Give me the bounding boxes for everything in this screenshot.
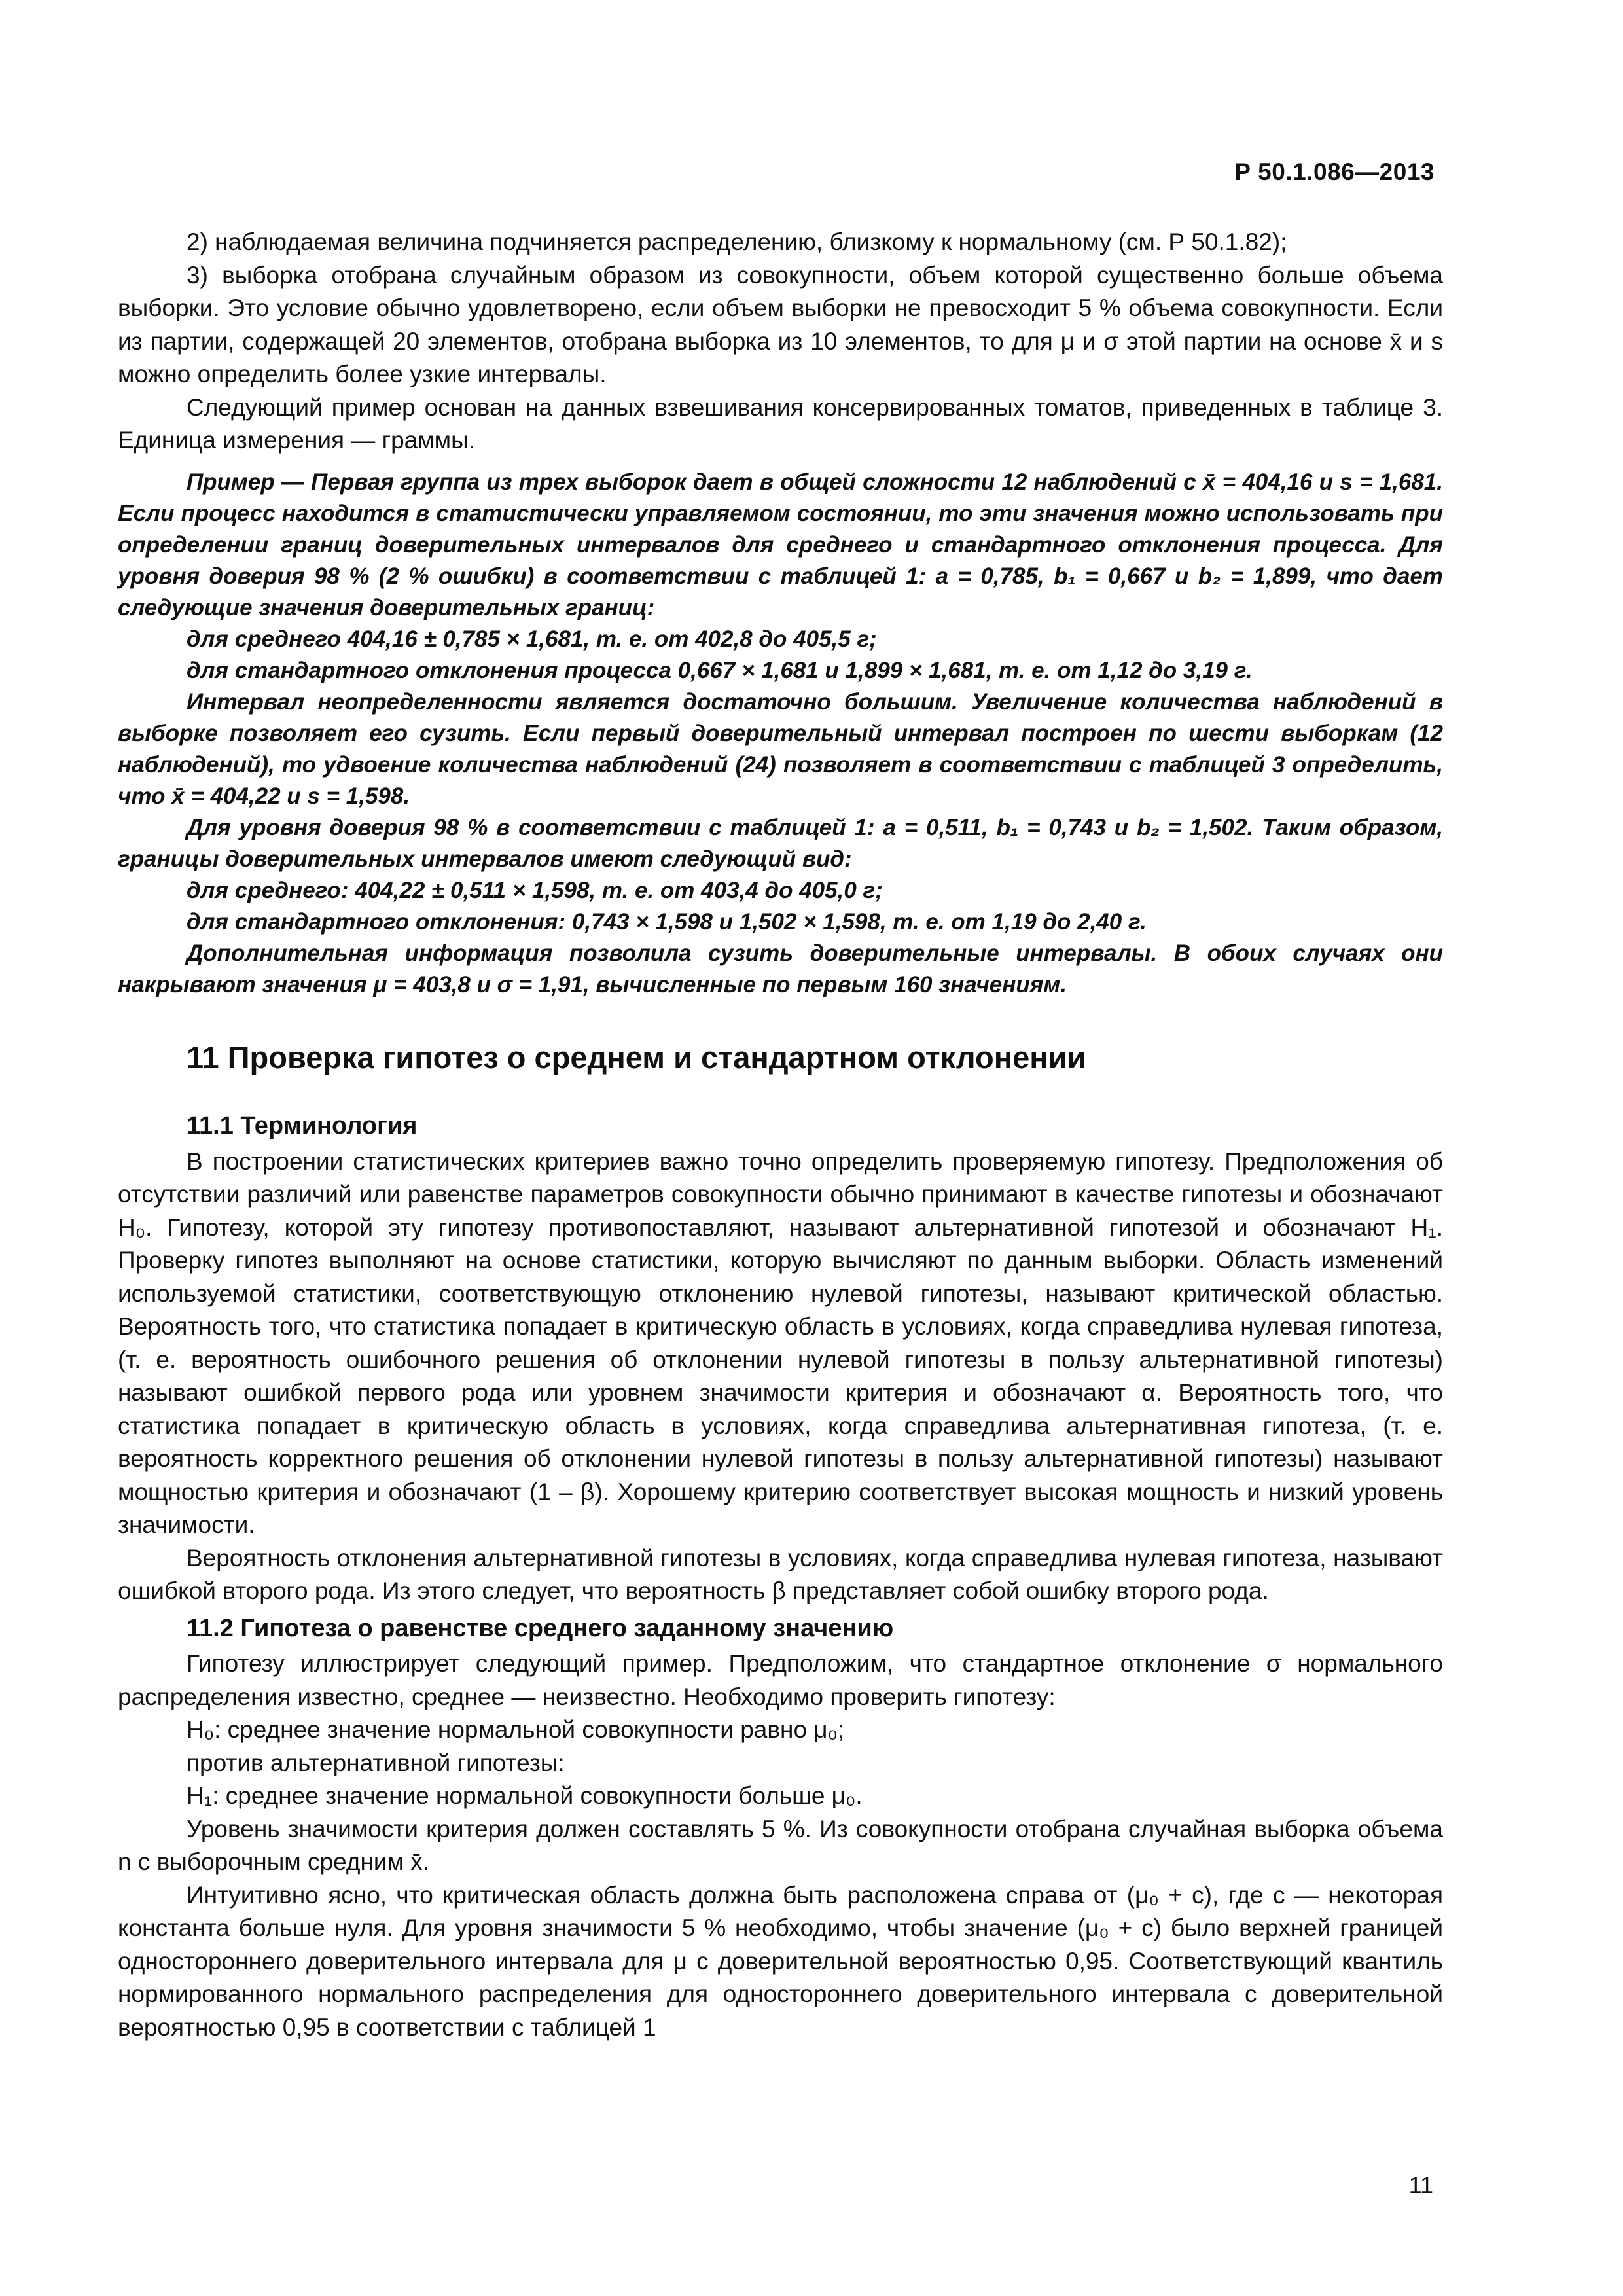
example-paragraph: Пример — Первая группа из трех выборок дает в общей сложности 12 наблюдений с x̄ = 404,16 и s = 1,681. Если процесс находится в статистически управляемом состоянии, то эти значения можно использовать при определении границ доверительных интервалов для среднего и стандартного отклонения процесса. Для уровня доверия 98 % (2 % ошибки) в соответствии с таблицей 1: a = 0,785, b₁ = 0,667 и b₂ = 1,899, что дает следующие значения доверительных границ: — [118, 469, 1443, 620]
section-heading: 11 Проверка гипотез о среднем и стандартном отклонении — [187, 1039, 1086, 1075]
paragraph: Уровень значимости критерия должен составлять 5 %. Из совокупности отобрана случайная выборка объема n с выборочным средним x̄. — [118, 1815, 1443, 1875]
paragraph: Вероятность отклонения альтернативной гипотезы в условиях, когда справедлива нулевая гипотеза, называют ошибкой второго рода. Из этого следует, что вероятность β представляет собой ошибку второго рода. — [118, 1544, 1443, 1604]
list-item: 2) наблюдаемая величина подчиняется распределению, близкому к нормальному (см. Р 50.1.82); — [187, 228, 1287, 255]
subsection-heading: 11.2 Гипотеза о равенстве среднего заданному значению — [187, 1614, 894, 1642]
example-paragraph: Интервал неопределенности является достаточно большим. Увеличение количества наблюдений в выборке позволяет его сузить. Если первый доверительный интервал построен по шести выборкам (12 наблюдений), то удвоение количества наблюдений (24) позволяет в соответствии с таблицей 3 определить, что x̄ = 404,22 и s = 1,598. — [118, 689, 1443, 809]
paragraph: Гипотезу иллюстрирует следующий пример. Предположим, что стандартное отклонение σ нормального распределения известно, среднее — неизвестно. Необходимо проверить гипотезу: — [118, 1650, 1443, 1710]
hypothesis-h1: H₁: среднее значение нормальной совокупности больше μ₀. — [187, 1782, 863, 1809]
list-item: 3) выборка отобрана случайным образом из совокупности, объем которой существенно больше объема выборки. Это условие обычно удовлетворено, если объем выборки не превосходит 5 % объема совокупности. Если из партии, содержащей 20 элементов, отобрана выборка из 10 элементов, то для μ и σ этой партии на основе x̄ и s можно определить более узкие интервалы. — [118, 261, 1443, 387]
example-paragraph: для среднего: 404,22 ± 0,511 × 1,598, т. е. от 403,4 до 405,0 г; — [187, 877, 883, 903]
paragraph: против альтернативной гипотезы: — [187, 1749, 565, 1776]
subsection-heading: 11.1 Терминология — [187, 1112, 418, 1139]
example-paragraph: для стандартного отклонения процесса 0,667 × 1,681 и 1,899 × 1,681, т. е. от 1,12 до 3,19 г. — [187, 657, 1253, 683]
example-block — [118, 467, 1443, 1001]
example-paragraph: для стандартного отклонения: 0,743 × 1,598 и 1,502 × 1,598, т. е. от 1,19 до 2,40 г. — [187, 908, 1147, 935]
paragraph: Следующий пример основан на данных взвешивания консервированных томатов, приведенных в таблице 3. Единица измерения — граммы. — [118, 393, 1443, 454]
page-body — [118, 226, 1443, 2044]
example-paragraph: для среднего 404,16 ± 0,785 × 1,681, т. е. от 402,8 до 405,5 г; — [187, 626, 877, 652]
paragraph: В построении статистических критериев важно точно определить проверяемую гипотезу. Предположения об отсутствии различий или равенстве параметров совокупности обычно принимают в качестве гипотезы и обозначают H₀. Гипотезу, которой эту гипотезу противопоставляют, называют альтернативной гипотезой и обозначают H₁. Проверку гипотез выполняют на основе статистики, которую вычисляют по данным выборки. Область изменений используемой статистики, соответствующую отклонению нулевой гипотезы, называют критической областью. Вероятность того, что статистика попадает в критическую область в условиях, когда справедлива нулевая гипотеза, (т. е. вероятность ошибочного решения об отклонении нулевой гипотезы в пользу альтернативной гипотезы) называют ошибкой первого рода или уровнем значимости критерия и обозначают α. Вероятность того, что статистика попадает в критическую область в условиях, когда справедлива альтернативная гипотеза, (т. е. вероятность корректного решения об отклонении нулевой гипотезы в пользу альтернативной гипотезы) называют мощностью критерия и обозначают (1 – β). Хорошему критерию соответствует высокая мощность и низкий уровень значимости. — [118, 1147, 1443, 1538]
document-code: Р 50.1.086—2013 — [1234, 158, 1435, 185]
hypothesis-h0: H₀: среднее значение нормальной совокупности равно μ₀; — [187, 1716, 845, 1743]
example-paragraph: Для уровня доверия 98 % в соответствии с таблицей 1: a = 0,511, b₁ = 0,743 и b₂ = 1,502. Таким образом, границы доверительных интервалов имеют следующий вид: — [118, 814, 1443, 872]
example-paragraph: Дополнительная информация позволила сузить доверительные интервалы. В обоих случаях они накрывают значения μ = 403,8 и σ = 1,91, вычисленные по первым 160 значениям. — [118, 940, 1443, 997]
page-number: 11 — [1408, 2172, 1433, 2198]
paragraph: Интуитивно ясно, что критическая область должна быть расположена справа от (μ₀ + c), где c — некоторая константа больше нуля. Для уровня значимости 5 % необходимо, чтобы значение (μ₀ + c) было верхней границей одностороннего доверительного интервала для μ с доверительной вероятностью 0,95. Соответствующий квантиль нормированного нормального распределения для одностороннего доверительного интервала с доверительной вероятностью 0,95 в соответствии с таблицей 1 — [118, 1881, 1443, 2041]
